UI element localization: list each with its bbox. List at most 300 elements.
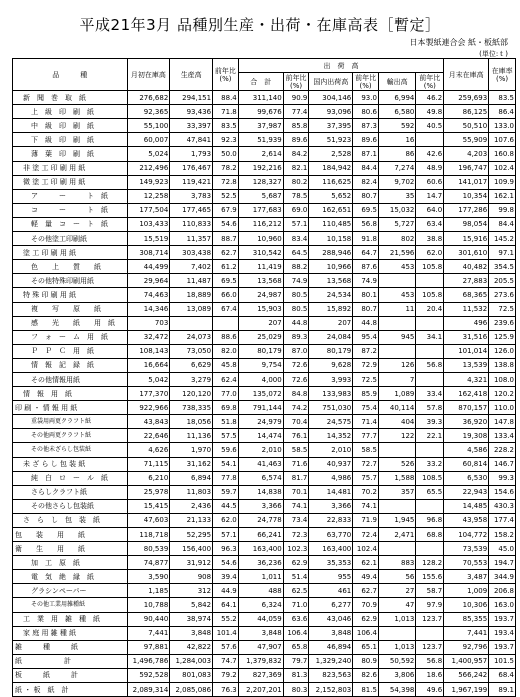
table-cell: 70.2 bbox=[353, 485, 379, 499]
table-row bbox=[13, 471, 516, 485]
table-cell bbox=[416, 372, 444, 386]
table-cell: 21,596 bbox=[378, 246, 415, 260]
table-cell: 90,440 bbox=[127, 612, 170, 626]
table-cell: 87.1 bbox=[353, 147, 379, 161]
table-cell: 194.7 bbox=[489, 556, 516, 570]
table-cell: 89.6 bbox=[353, 133, 379, 147]
table-cell: 177,504 bbox=[127, 203, 170, 217]
table-cell: 74.1 bbox=[353, 499, 379, 513]
table-cell: 177,286 bbox=[444, 203, 489, 217]
table-row bbox=[13, 203, 516, 217]
table-row bbox=[13, 133, 516, 147]
table-cell: 49.4 bbox=[353, 570, 379, 584]
table-cell: 65.1 bbox=[353, 640, 379, 654]
table-cell bbox=[416, 133, 444, 147]
table-cell: 22,943 bbox=[444, 485, 489, 499]
table-cell: 177,370 bbox=[127, 387, 170, 401]
table-cell: 11,357 bbox=[170, 232, 213, 246]
table-cell: 44,499 bbox=[127, 260, 170, 274]
table-cell: 86.4 bbox=[489, 105, 516, 119]
table-cell: 14,474 bbox=[238, 429, 283, 443]
table-cell: 50,592 bbox=[378, 654, 415, 668]
table-cell: 71.9 bbox=[353, 513, 379, 527]
table-cell: 99,676 bbox=[238, 105, 283, 119]
row-label: フ ォ ー ム 用 紙 bbox=[13, 330, 128, 344]
table-cell: 7,274 bbox=[378, 161, 415, 175]
table-cell: 83.5 bbox=[489, 91, 516, 105]
table-cell: 145.2 bbox=[489, 232, 516, 246]
header-shipments: 出 荷 高 bbox=[238, 59, 443, 73]
table-cell: 24,575 bbox=[309, 415, 353, 429]
header-stock-ratio: 在庫率(%) bbox=[489, 59, 516, 91]
table-cell: 27 bbox=[378, 584, 415, 598]
table-cell: 64.7 bbox=[353, 246, 379, 260]
table-cell: 52,295 bbox=[170, 528, 213, 542]
row-label: 塗 工 印 刷 用 紙 bbox=[13, 246, 128, 260]
table-cell: 101.4 bbox=[213, 626, 239, 640]
table-row bbox=[13, 316, 516, 330]
table-cell: 89.1 bbox=[489, 683, 516, 697]
table-cell: 42,822 bbox=[170, 640, 213, 654]
table-cell: 791,144 bbox=[238, 401, 283, 415]
table-cell: 120,120 bbox=[170, 387, 213, 401]
table-cell: 14,352 bbox=[309, 429, 353, 443]
table-cell: 87.6 bbox=[353, 260, 379, 274]
table-cell: 3,848 bbox=[170, 626, 213, 640]
table-cell: 177,465 bbox=[170, 203, 213, 217]
table-cell: 10,960 bbox=[238, 232, 283, 246]
table-cell: 14,838 bbox=[238, 485, 283, 499]
table-cell: 87.2 bbox=[353, 344, 379, 358]
table-cell: 239.6 bbox=[489, 316, 516, 330]
table-cell: 163.0 bbox=[489, 598, 516, 612]
row-label: 軽 量 コ ー ト 紙 bbox=[13, 217, 128, 231]
table-cell: 43,843 bbox=[127, 415, 170, 429]
table-cell: 46,894 bbox=[309, 640, 353, 654]
table-cell: 16,664 bbox=[127, 358, 170, 372]
table-cell: 3,279 bbox=[170, 372, 213, 386]
table-cell: 6,580 bbox=[378, 105, 415, 119]
table-cell: 46.2 bbox=[416, 91, 444, 105]
table-row bbox=[13, 443, 516, 457]
table-cell: 311,140 bbox=[238, 91, 283, 105]
table-cell: 62.5 bbox=[283, 584, 309, 598]
table-cell: 80,179 bbox=[309, 344, 353, 358]
table-cell: 703 bbox=[127, 316, 170, 330]
table-row bbox=[13, 584, 516, 598]
table-cell: 35 bbox=[378, 189, 415, 203]
table-cell: 62.0 bbox=[416, 246, 444, 260]
row-label: 特 殊 印 刷 用 紙 bbox=[13, 288, 128, 302]
table-row bbox=[13, 387, 516, 401]
table-cell: 496 bbox=[444, 316, 489, 330]
table-cell: 51.4 bbox=[283, 570, 309, 584]
table-cell: 54.1 bbox=[213, 457, 239, 471]
table-cell bbox=[416, 542, 444, 556]
table-cell: 22,833 bbox=[309, 513, 353, 527]
table-cell: 72.5 bbox=[353, 372, 379, 386]
table-cell: 44.8 bbox=[283, 316, 309, 330]
table-cell: 1,009 bbox=[444, 584, 489, 598]
table-cell: 212,496 bbox=[127, 161, 170, 175]
table-cell: 82.4 bbox=[353, 175, 379, 189]
table-cell: 357 bbox=[378, 485, 415, 499]
row-label: 包 装 用 紙 bbox=[13, 528, 128, 542]
table-cell bbox=[416, 274, 444, 288]
table-cell: 82.0 bbox=[213, 344, 239, 358]
table-cell: 22,646 bbox=[127, 429, 170, 443]
table-cell: 77.7 bbox=[353, 429, 379, 443]
row-label: 板 紙 計 bbox=[13, 668, 128, 682]
table-cell: 43,046 bbox=[309, 612, 353, 626]
table-cell: 908 bbox=[170, 570, 213, 584]
table-cell: 69.5 bbox=[213, 274, 239, 288]
table-cell: 59.7 bbox=[213, 485, 239, 499]
table-cell bbox=[416, 626, 444, 640]
table-cell: 31,912 bbox=[170, 556, 213, 570]
table-cell: 77.8 bbox=[213, 471, 239, 485]
table-cell: 55,909 bbox=[444, 133, 489, 147]
table-row bbox=[13, 640, 516, 654]
table-cell: 149,923 bbox=[127, 175, 170, 189]
row-label: 重袋用両更クラフト紙 bbox=[13, 415, 128, 429]
table-row bbox=[13, 556, 516, 570]
table-cell: 146.7 bbox=[489, 457, 516, 471]
table-cell: 21,133 bbox=[170, 513, 213, 527]
table-cell: 82.1 bbox=[283, 161, 309, 175]
table-cell: 69.5 bbox=[353, 203, 379, 217]
table-cell: 66.0 bbox=[213, 288, 239, 302]
table-cell: 110.0 bbox=[489, 401, 516, 415]
table-cell: 5,842 bbox=[170, 598, 213, 612]
table-cell: 147.8 bbox=[489, 415, 516, 429]
table-cell: 50.0 bbox=[213, 147, 239, 161]
table-cell: 6,574 bbox=[238, 471, 283, 485]
table-cell: 38,974 bbox=[170, 612, 213, 626]
table-cell: 55.2 bbox=[213, 612, 239, 626]
table-cell: 72.4 bbox=[353, 528, 379, 542]
table-row bbox=[13, 274, 516, 288]
table-cell: 87.3 bbox=[353, 119, 379, 133]
table-cell: 79.7 bbox=[283, 654, 309, 668]
row-label: その他塗工印刷紙 bbox=[13, 232, 128, 246]
row-label: 雑 種 紙 bbox=[13, 640, 128, 654]
table-row bbox=[13, 612, 516, 626]
table-cell: 6,530 bbox=[444, 471, 489, 485]
table-cell: 105.8 bbox=[416, 288, 444, 302]
table-cell: 32,472 bbox=[127, 330, 170, 344]
table-cell: 51.8 bbox=[213, 415, 239, 429]
table-cell: 14,346 bbox=[127, 302, 170, 316]
row-label: さらしクラフト紙 bbox=[13, 485, 128, 499]
table-cell: 73,539 bbox=[444, 542, 489, 556]
table-cell: 99.3 bbox=[489, 471, 516, 485]
table-cell: 102.3 bbox=[283, 542, 309, 556]
table-row bbox=[13, 232, 516, 246]
table-cell: 70.1 bbox=[283, 485, 309, 499]
table-cell: 55,100 bbox=[127, 119, 170, 133]
table-cell: 68.8 bbox=[416, 528, 444, 542]
table-cell: 80.2 bbox=[283, 175, 309, 189]
table-cell: 80.7 bbox=[353, 302, 379, 316]
table-cell: 57.6 bbox=[213, 640, 239, 654]
table-cell: 126.0 bbox=[489, 344, 516, 358]
table-cell: 135,072 bbox=[238, 387, 283, 401]
table-cell: 4,986 bbox=[309, 471, 353, 485]
table-cell: 54.6 bbox=[213, 217, 239, 231]
table-cell: 93.0 bbox=[353, 91, 379, 105]
table-cell: 89.6 bbox=[283, 133, 309, 147]
table-cell: 57.1 bbox=[283, 217, 309, 231]
table-cell: 883 bbox=[378, 556, 415, 570]
header-export-yoy: 前年比(%) bbox=[416, 73, 444, 91]
table-cell bbox=[378, 443, 415, 457]
table-cell: 33.2 bbox=[416, 457, 444, 471]
table-cell: 15,916 bbox=[444, 232, 489, 246]
table-row bbox=[13, 415, 516, 429]
table-cell: 62.0 bbox=[213, 513, 239, 527]
table-cell: 58.7 bbox=[416, 584, 444, 598]
table-cell: 15,032 bbox=[378, 203, 415, 217]
table-cell: 6,994 bbox=[378, 91, 415, 105]
table-cell: 19,308 bbox=[444, 429, 489, 443]
table-cell: 72.5 bbox=[489, 302, 516, 316]
table-cell: 47,907 bbox=[238, 640, 283, 654]
table-cell: 92.3 bbox=[213, 133, 239, 147]
table-cell: 77.4 bbox=[283, 105, 309, 119]
table-cell: 80.3 bbox=[283, 683, 309, 697]
table-cell bbox=[378, 274, 415, 288]
table-cell: 1,967,199 bbox=[444, 683, 489, 697]
header-end-stock: 月末在庫高 bbox=[444, 59, 489, 91]
table-cell: 158.2 bbox=[489, 528, 516, 542]
table-cell: 3,590 bbox=[127, 570, 170, 584]
table-cell: 76.3 bbox=[213, 683, 239, 697]
table-cell: 184,942 bbox=[309, 161, 353, 175]
table-cell: 4,203 bbox=[444, 147, 489, 161]
row-label: 純 白 ロ ー ル 紙 bbox=[13, 471, 128, 485]
table-cell: 59.6 bbox=[213, 443, 239, 457]
table-cell: 39.4 bbox=[213, 570, 239, 584]
row-label: 微 塗 工 印 刷 用 紙 bbox=[13, 175, 128, 189]
table-cell: 74.9 bbox=[283, 274, 309, 288]
table-cell: 79.2 bbox=[213, 668, 239, 682]
table-cell: 70.9 bbox=[353, 598, 379, 612]
table-cell bbox=[416, 443, 444, 457]
row-label: 電 気 絶 縁 紙 bbox=[13, 570, 128, 584]
table-cell: 71.8 bbox=[213, 105, 239, 119]
table-cell: 2,436 bbox=[170, 499, 213, 513]
table-cell: 45.0 bbox=[489, 542, 516, 556]
table-cell: 86,125 bbox=[444, 105, 489, 119]
row-label: 未 ざ ら し 包 装 紙 bbox=[13, 457, 128, 471]
table-cell: 18,056 bbox=[170, 415, 213, 429]
header-production: 生産高 bbox=[170, 59, 213, 91]
table-cell: 74,463 bbox=[127, 288, 170, 302]
table-cell: 96.8 bbox=[416, 513, 444, 527]
table-row bbox=[13, 105, 516, 119]
table-cell: 193.7 bbox=[489, 612, 516, 626]
table-cell: 60,814 bbox=[444, 457, 489, 471]
table-cell: 62.4 bbox=[213, 372, 239, 386]
table-cell: 33,397 bbox=[170, 119, 213, 133]
table-cell: 14,485 bbox=[444, 499, 489, 513]
table-cell: 63.4 bbox=[416, 217, 444, 231]
table-cell bbox=[416, 499, 444, 513]
table-cell: 488 bbox=[238, 584, 283, 598]
table-cell: 162,418 bbox=[444, 387, 489, 401]
table-cell: 70,553 bbox=[444, 556, 489, 570]
table-cell: 6,277 bbox=[309, 598, 353, 612]
table-cell: 99.8 bbox=[489, 203, 516, 217]
table-row bbox=[13, 372, 516, 386]
table-cell: 61.2 bbox=[213, 260, 239, 274]
table-cell: 5,024 bbox=[127, 147, 170, 161]
table-cell: 751,030 bbox=[309, 401, 353, 415]
table-row bbox=[13, 654, 516, 668]
table-cell: 5,652 bbox=[309, 189, 353, 203]
table-row bbox=[13, 570, 516, 584]
table-cell: 192,216 bbox=[238, 161, 283, 175]
table-cell: 51,923 bbox=[309, 133, 353, 147]
table-row bbox=[13, 513, 516, 527]
table-cell: 13,089 bbox=[170, 302, 213, 316]
table-cell: 24,534 bbox=[309, 288, 353, 302]
table-cell: 102.4 bbox=[489, 161, 516, 175]
table-cell: 72.6 bbox=[283, 358, 309, 372]
table-cell: 827,369 bbox=[238, 668, 283, 682]
table-cell: 205.5 bbox=[489, 274, 516, 288]
table-cell: 95.4 bbox=[353, 330, 379, 344]
table-cell: 88.4 bbox=[213, 91, 239, 105]
table-row bbox=[13, 175, 516, 189]
table-cell: 24,987 bbox=[238, 288, 283, 302]
table-cell: 354.5 bbox=[489, 260, 516, 274]
table-cell: 96.3 bbox=[213, 542, 239, 556]
table-cell: 193.7 bbox=[489, 640, 516, 654]
table-cell: 1,329,240 bbox=[309, 654, 353, 668]
row-label: コ ー ト 紙 bbox=[13, 203, 128, 217]
table-cell: 67.9 bbox=[213, 203, 239, 217]
table-cell: 801,083 bbox=[170, 668, 213, 682]
table-cell: 11,487 bbox=[170, 274, 213, 288]
table-row bbox=[13, 528, 516, 542]
table-cell: 922,966 bbox=[127, 401, 170, 415]
table-cell: 34.1 bbox=[416, 330, 444, 344]
table-cell: 102.4 bbox=[353, 542, 379, 556]
table-row bbox=[13, 91, 516, 105]
row-label: 情 報 記 録 紙 bbox=[13, 358, 128, 372]
table-cell: 2,010 bbox=[238, 443, 283, 457]
table-cell: 58.5 bbox=[283, 443, 309, 457]
table-cell: 526 bbox=[378, 457, 415, 471]
table-cell: 310,542 bbox=[238, 246, 283, 260]
table-cell: 11,803 bbox=[170, 485, 213, 499]
table-cell: 40,937 bbox=[309, 457, 353, 471]
table-cell: 10,966 bbox=[309, 260, 353, 274]
table-cell: 62.1 bbox=[353, 556, 379, 570]
row-label: その他未ざらし包装紙 bbox=[13, 443, 128, 457]
table-cell: 20.4 bbox=[416, 302, 444, 316]
table-cell: 3,993 bbox=[309, 372, 353, 386]
table-cell: 3,783 bbox=[170, 189, 213, 203]
row-label: グラシンペーパー bbox=[13, 584, 128, 598]
table-cell: 1,013 bbox=[378, 640, 415, 654]
table-cell: 87.0 bbox=[283, 344, 309, 358]
table-cell: 273.6 bbox=[489, 288, 516, 302]
table-cell: 155.6 bbox=[416, 570, 444, 584]
table-cell: 47,841 bbox=[170, 133, 213, 147]
table-cell: 1,400,957 bbox=[444, 654, 489, 668]
table-cell: 104,772 bbox=[444, 528, 489, 542]
table-cell: 453 bbox=[378, 288, 415, 302]
table-cell: 162,651 bbox=[309, 203, 353, 217]
table-cell: 294,151 bbox=[170, 91, 213, 105]
table-cell: 2,528 bbox=[309, 147, 353, 161]
table-row bbox=[13, 485, 516, 499]
table-cell: 126 bbox=[378, 358, 415, 372]
header-production-yoy: 前年比(%) bbox=[213, 59, 239, 91]
table-cell: 97,881 bbox=[127, 640, 170, 654]
table-cell: 65.5 bbox=[416, 485, 444, 499]
table-cell: 70.4 bbox=[283, 415, 309, 429]
table-cell: 9,702 bbox=[378, 175, 415, 189]
row-label: 色 上 質 紙 bbox=[13, 260, 128, 274]
table-cell: 133.0 bbox=[489, 119, 516, 133]
table-cell: 64.0 bbox=[416, 203, 444, 217]
table-cell: 63.6 bbox=[283, 612, 309, 626]
table-cell: 141,017 bbox=[444, 175, 489, 189]
table-cell: 15,892 bbox=[309, 302, 353, 316]
table-cell: 83.4 bbox=[283, 232, 309, 246]
table-cell: 72.6 bbox=[283, 372, 309, 386]
table-row bbox=[13, 668, 516, 682]
table-cell: 74.7 bbox=[213, 654, 239, 668]
table-cell: 62.9 bbox=[353, 612, 379, 626]
table-cell: 4,586 bbox=[444, 443, 489, 457]
table-cell: 80,539 bbox=[127, 542, 170, 556]
table-row bbox=[13, 401, 516, 415]
table-cell: 5,042 bbox=[127, 372, 170, 386]
table-cell: 12,258 bbox=[127, 189, 170, 203]
table-cell: 344.9 bbox=[489, 570, 516, 584]
table-cell: 88.6 bbox=[213, 330, 239, 344]
table-cell: 71.0 bbox=[283, 598, 309, 612]
table-cell: 57.8 bbox=[416, 401, 444, 415]
table-cell: 37,987 bbox=[238, 119, 283, 133]
table-cell: 133.4 bbox=[489, 429, 516, 443]
table-cell: 80.1 bbox=[353, 288, 379, 302]
table-row bbox=[13, 288, 516, 302]
table-cell: 74,877 bbox=[127, 556, 170, 570]
table-cell: 177.4 bbox=[489, 513, 516, 527]
table-cell: 42.6 bbox=[416, 147, 444, 161]
table-row bbox=[13, 260, 516, 274]
table-cell: 92,796 bbox=[444, 640, 489, 654]
table-cell: 80.5 bbox=[283, 302, 309, 316]
table-cell: 74.1 bbox=[283, 499, 309, 513]
table-cell: 107.6 bbox=[489, 133, 516, 147]
table-cell: 54.6 bbox=[213, 556, 239, 570]
table-cell: 13,568 bbox=[309, 274, 353, 288]
row-label: その他特殊印刷用紙 bbox=[13, 274, 128, 288]
table-cell: 24,778 bbox=[238, 513, 283, 527]
table-cell: 64.1 bbox=[213, 598, 239, 612]
header-prev-stock: 月初在庫高 bbox=[127, 59, 170, 91]
table-cell: 196,747 bbox=[444, 161, 489, 175]
header-export: 輸出高 bbox=[378, 73, 415, 91]
table-row bbox=[13, 499, 516, 513]
